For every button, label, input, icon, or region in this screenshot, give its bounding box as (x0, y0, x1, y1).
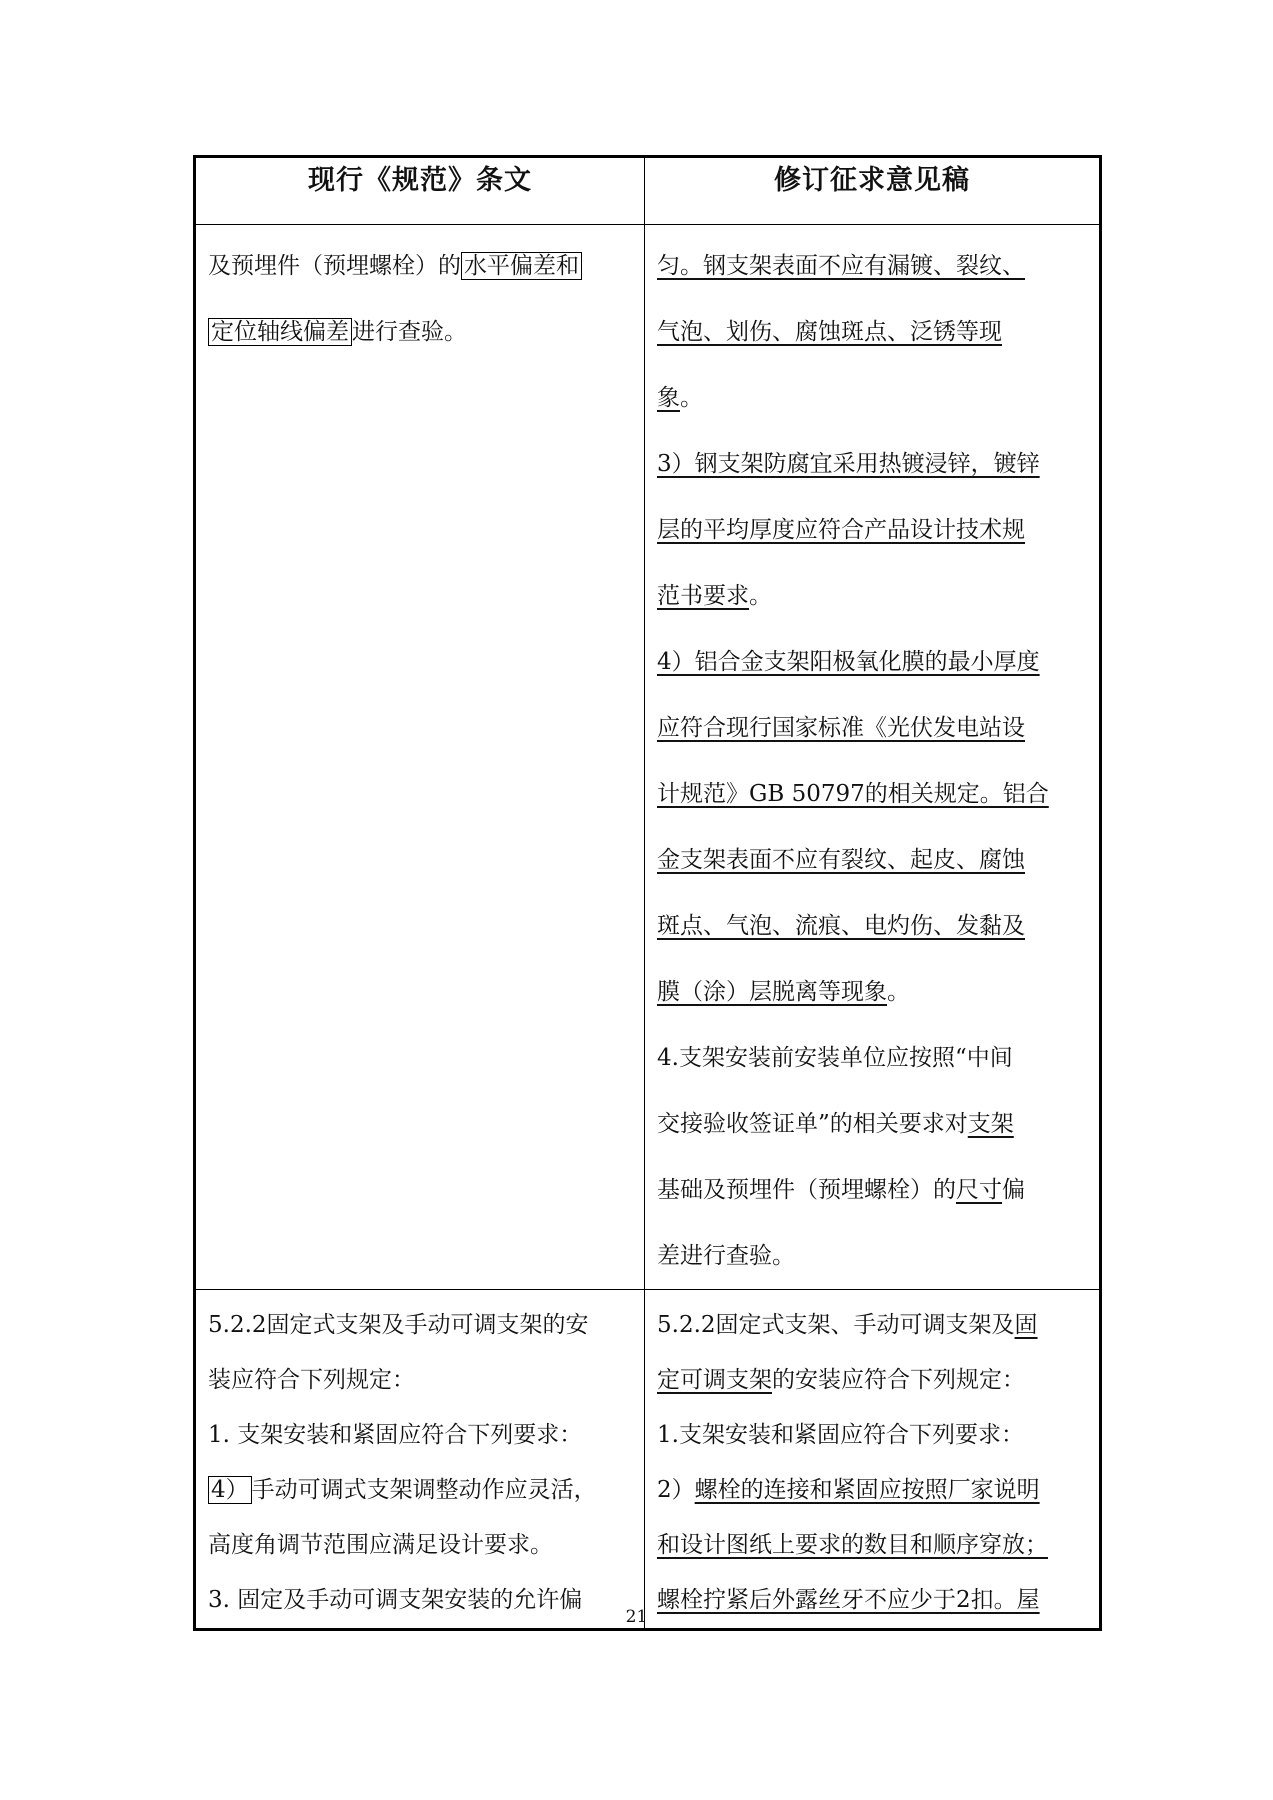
clause-text: 。 (749, 583, 772, 609)
underlined-revision-text: 金支架表面不应有裂纹、起皮、腐蚀 (657, 847, 1025, 873)
underlined-revision-text: 应符合现行国家标准《光伏发电站设 (657, 715, 1025, 741)
clause-text: 1. 支架安装和紧固应符合下列要求： (208, 1422, 583, 1448)
clause-text: 。 (680, 385, 703, 411)
table-row (195, 1290, 1101, 1630)
underlined-revision-text: 尺寸 (956, 1177, 1002, 1203)
underlined-revision-text: 匀。钢支架表面不应有漏镀、裂纹、 (657, 253, 1025, 279)
current-clause-cell (195, 1290, 645, 1630)
text-line (657, 893, 1089, 959)
underlined-revision-text: 范书要求 (657, 583, 749, 609)
underlined-revision-text: 螺栓拧紧后外露丝牙不应少于2扣。屋 (657, 1587, 1040, 1613)
boxed-deletion-text: 4） (208, 1476, 252, 1504)
underlined-revision-text: 象 (657, 385, 680, 411)
underlined-revision-text: 膜（涂）层脱离等现象 (657, 979, 887, 1005)
boxed-deletion-text: 定位轴线偏差 (208, 318, 352, 346)
clause-text: 手动可调式支架调整动作应灵活， (251, 1477, 597, 1503)
clause-text: 基础及预埋件（预埋螺栓）的 (657, 1177, 956, 1203)
underlined-revision-text: 3）钢支架防腐宜采用热镀浸锌，镀锌 (657, 451, 1040, 477)
text-line (657, 365, 1089, 431)
clause-text: 高度角调节范围应满足设计要求。 (208, 1532, 553, 1558)
clause-text: 装应符合下列规定： (208, 1367, 415, 1393)
text-line (657, 1408, 1089, 1463)
text-line (657, 299, 1089, 365)
text-line (208, 1298, 634, 1353)
clause-text: 差进行查验。 (657, 1243, 795, 1269)
underlined-revision-text: 斑点、气泡、流痕、电灼伤、发黏及 (657, 913, 1025, 939)
text-line (657, 761, 1089, 827)
text-line (657, 827, 1089, 893)
underlined-revision-text: 4）铝合金支架阳极氧化膜的最小厚度 (657, 649, 1040, 675)
text-line (657, 497, 1089, 563)
clause-text: 偏 (1002, 1177, 1025, 1203)
clause-text: 进行查验。 (352, 319, 467, 345)
text-line (657, 1298, 1089, 1353)
clause-text: 交接验收签证单”的相关要求对 (657, 1111, 968, 1137)
text-line (657, 431, 1089, 497)
underlined-revision-text: 和设计图纸上要求的数目和顺序穿放； (657, 1532, 1048, 1558)
clause-text: 的安装应符合下列规定： (772, 1367, 1025, 1393)
clause-text: 3. 固定及手动可调支架安装的允许偏 (208, 1587, 583, 1613)
clause-text: 2） (657, 1477, 695, 1503)
underlined-revision-text: 螺栓的连接和紧固应按照厂家说明 (694, 1477, 1040, 1503)
revision-draft-cell (645, 1290, 1101, 1630)
boxed-deletion-text: 水平偏差和 (461, 252, 582, 280)
text-line (657, 1091, 1089, 1157)
clause-text: 5.2.2固定式支架、手动可调支架及 (657, 1312, 1015, 1338)
text-line (657, 1353, 1089, 1408)
text-line (208, 1463, 634, 1518)
text-line (657, 1157, 1089, 1223)
comparison-table (193, 155, 1102, 1631)
text-line (208, 1518, 634, 1573)
clause-text: 4.支架安装前安装单位应按照“中间 (657, 1045, 1013, 1071)
revision-draft-cell (645, 225, 1101, 1290)
text-line (208, 233, 634, 299)
text-line (208, 1353, 634, 1408)
text-line (657, 233, 1089, 299)
clause-text: 5.2.2固定式支架及手动可调支架的安 (208, 1312, 589, 1338)
text-line (657, 959, 1089, 1025)
text-line (208, 1408, 634, 1463)
underlined-revision-text: 层的平均厚度应符合产品设计技术规 (657, 517, 1025, 543)
clause-text: 及预埋件（预埋螺栓）的 (208, 253, 461, 279)
header-revision-draft: 修订征求意见稿 (645, 157, 1101, 225)
underlined-revision-text: 计规范》GB 50797的相关规定。铝合 (657, 781, 1049, 807)
underlined-revision-text: 气泡、划伤、腐蚀斑点、泛锈等现 (657, 319, 1002, 345)
text-line (657, 629, 1089, 695)
text-line (657, 1223, 1089, 1289)
text-line (208, 299, 634, 365)
text-line (657, 563, 1089, 629)
text-line (657, 1518, 1089, 1573)
table-header-row (195, 157, 1101, 225)
text-line (657, 695, 1089, 761)
underlined-revision-text: 支架 (967, 1111, 1014, 1137)
header-current-clause: 现行《规范》条文 (195, 157, 645, 225)
page-number: 21 (625, 1607, 648, 1627)
clause-text: 。 (887, 979, 910, 1005)
underlined-revision-text: 固 (1014, 1312, 1038, 1338)
table-row (195, 225, 1101, 1290)
underlined-revision-text: 定可调支架 (657, 1367, 772, 1393)
current-clause-cell (195, 225, 645, 1290)
text-line (657, 1025, 1089, 1091)
text-line (657, 1463, 1089, 1518)
clause-text: 1.支架安装和紧固应符合下列要求： (657, 1422, 1024, 1448)
